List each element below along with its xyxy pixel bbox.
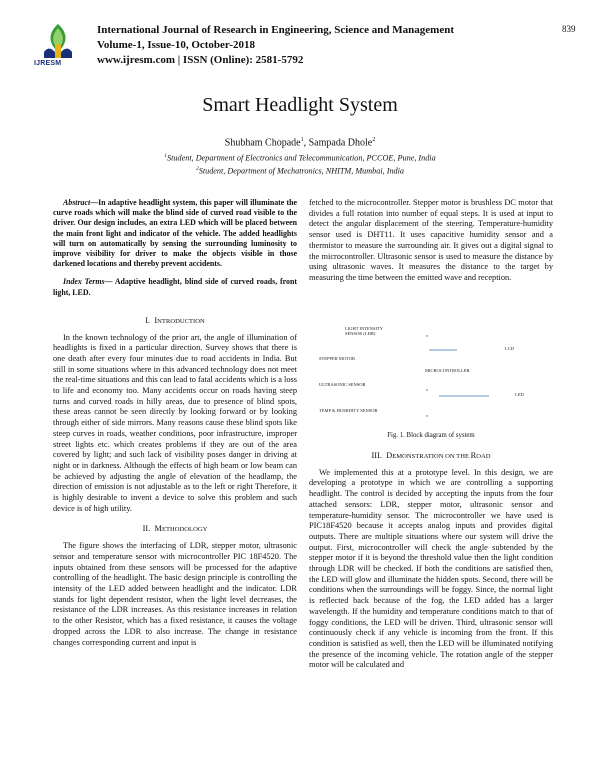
affiliation-text: Student, Department of Electronics and Telecommunication, PCCOE, Pune, India: [167, 153, 436, 163]
block-connector: [426, 335, 427, 336]
logo-text: IJRESM: [34, 60, 62, 67]
author-name: Shubham Chopade: [224, 137, 301, 149]
journal-header: [97, 23, 454, 68]
journal-name: International Journal of Research in Engineering, Science and Management: [97, 24, 454, 36]
journal-website-issn: www.ijresm.com | ISSN (Online): 2581-5792: [97, 54, 304, 66]
abstract: [53, 198, 297, 269]
index-terms-text: — Adaptive headlight, blind side of curved roads, front light, LED.: [53, 277, 297, 297]
abstract-label: Abstract: [63, 198, 91, 207]
section-heading-demonstration: III. DEMONSTRATION ON THE ROAD: [371, 451, 491, 460]
right-column-lower: [309, 451, 553, 671]
page-number: 839: [562, 24, 576, 34]
block-label-lcd: LCD: [505, 346, 514, 351]
author-superscript: 2: [372, 137, 376, 143]
block-connector: [426, 415, 427, 416]
block-label-micro: MICROCONTROLLER: [425, 368, 470, 373]
section-heading-introduction: I. INTRODUCTION: [145, 315, 205, 325]
block-label-ldr: [345, 326, 384, 336]
block-label-stepper: STEPPER MOTOR: [319, 356, 356, 361]
volume-issue: Volume-1, Issue-10, October-2018: [97, 39, 256, 51]
journal-logo-icon: [38, 22, 78, 62]
index-terms-label: Index Terms: [63, 277, 105, 287]
author-superscript: 1: [300, 137, 304, 143]
block-label-temp: TEMP & HUMIDITY SENSOR: [319, 408, 378, 413]
paper-title: Smart Headlight System: [202, 94, 398, 116]
affiliation-superscript: 1: [164, 153, 168, 159]
abstract-text: In adaptive headlight system, this paper will illuminate the curve roads which will make the blind side of curved road visible to the driver. Our design includes, an extra LED which will be placed between the main front light and indicator of the vehicle. The added headlights will turn on automatically by sensing the surrounding luminosity to improve visibility for driver to make the objects visible in those darkened locations and thereby prevent accidents.: [53, 198, 297, 269]
author-name: Sampada Dhole: [308, 137, 373, 149]
block-label-ultrasonic: ULTRASONIC SENSOR: [319, 382, 366, 387]
figure-caption: Fig. 1. Block diagram of system: [387, 432, 475, 439]
affiliation-text: Student, Department of Mechatronics, NHITM, Mumbai, India: [198, 166, 405, 176]
block-label-led: LED: [515, 392, 524, 397]
methodology-text: The figure shows the interfacing of LDR, stepper motor, ultrasonic sensor and temperature sensor with microcontroller PIC 18F4520. The inputs obtained from these sensors will be processed for the adaptive controlling of the headlight. The basic design principle is controlling the intensity of the LED added between headlight and the indicator. LDR stands for light dependent resistor, when the light level decreases, the resistance of the LDR increases. As this resistance increases in relation to the other Resistor, which has a fixed resistance, it causes the voltage dropped across the LDR to also increase. The change in resistance changes corresponding current and input is: [53, 541, 297, 647]
block-label-ldr-line-1: LIGHT INTENSITY: [345, 326, 383, 331]
affiliation-1: [0, 153, 600, 163]
block-label-ldr-line-2: SENSOR (LDR): [345, 331, 376, 336]
introduction-text: In the known technology of the prior art, the angle of illumination of headlights is fixed in a particular direction. Survey shows that there is one death after every four minutes due to road accidents in India. But still in some situations where in this advanced technology does not meet the real-time situations and this can lead to fatal accidents which is a loss to life and economy too. Many accidents occur on roads having steep turns and curved roads in hilly areas, due to presence of blind spots, these areas cannot be seen directly by looking forward or by looking through either of side mirrors. Many reasons cause these blind spots like steep curves in roads, weather conditions, poor infrastructure, improper street lights etc. which creates problems if they are out of the area covered by light; and such lack of visibility poses danger in driving at night or in darkness. Although the effects of high beam or low beam can be achieved by adjusting the angle of elevation of the headlamp, the direction of emission is not adjustable as to the left or right Therefore, it is highly desirable to invent a device to solve this problem and such device is of high utility.: [53, 332, 297, 513]
block-diagram-figure: [309, 320, 553, 440]
index-terms: [53, 277, 297, 297]
author-line: [0, 137, 600, 148]
abstract-dash: —: [90, 198, 99, 207]
block-connector: [426, 389, 427, 390]
methodology-continued-text: fetched to the microcontroller. Stepper motor is brushless DC motor that divides a full rotation into number of equal steps. It is used at input to detect the angular displacement of the steering. Temperature-humidity sensor used is DHT11. It uses capacitive humidity sensor and a thermistor to measure the surrounding air. It gives out a digital signal to the microcontroller. Ultrasonic sensor is used to measure the distance by using ultrasonic waves. It measures the distance to the target by measuring the time between the emitted wave and reception.: [309, 198, 553, 282]
section-heading-methodology: II. METHODOLOGY: [142, 524, 208, 534]
affiliation-2: [0, 166, 600, 176]
right-column: [309, 198, 553, 284]
demonstration-text: We implemented this at a prototype level. In this design, we are developing a prototype in which we are controlling a supporting headlight. The control is decided by accepting the inputs from the four attached sensors: LDR, stepper motor, ultrasonic sensor and temperature-humidity sensor. The microcontroller we have used is PIC18F4520 because it accepts analog inputs and provides digital outputs. There are multiple situations where our system will drive the output. First, microcontroller will check the angle subtended by the stepper motor if it is beyond the threshold value then the light condition through LDR will be checked. If both the conditions are satisfied then, the LED will glow and illuminate the hidden spots. Second, there will be conditions when the surroundings will be foggy. Since, the normal light is reflected back because of the fog, the LED added has a larger wavelength. If the humidity and temperature conditions match to that of foggy conditions, the LED will be driven. Third, ultrasonic sensor will continuously check if any vehicle is incoming from the front. If this condition is satisfied as well, then the LED will be illuminated notifying the presence of the incoming vehicle. The rotation angle of the stepper motor will be calculated and: [309, 467, 553, 670]
left-column: [53, 198, 297, 648]
author-separator: ,: [303, 137, 309, 149]
affiliation-superscript: 2: [195, 166, 199, 172]
